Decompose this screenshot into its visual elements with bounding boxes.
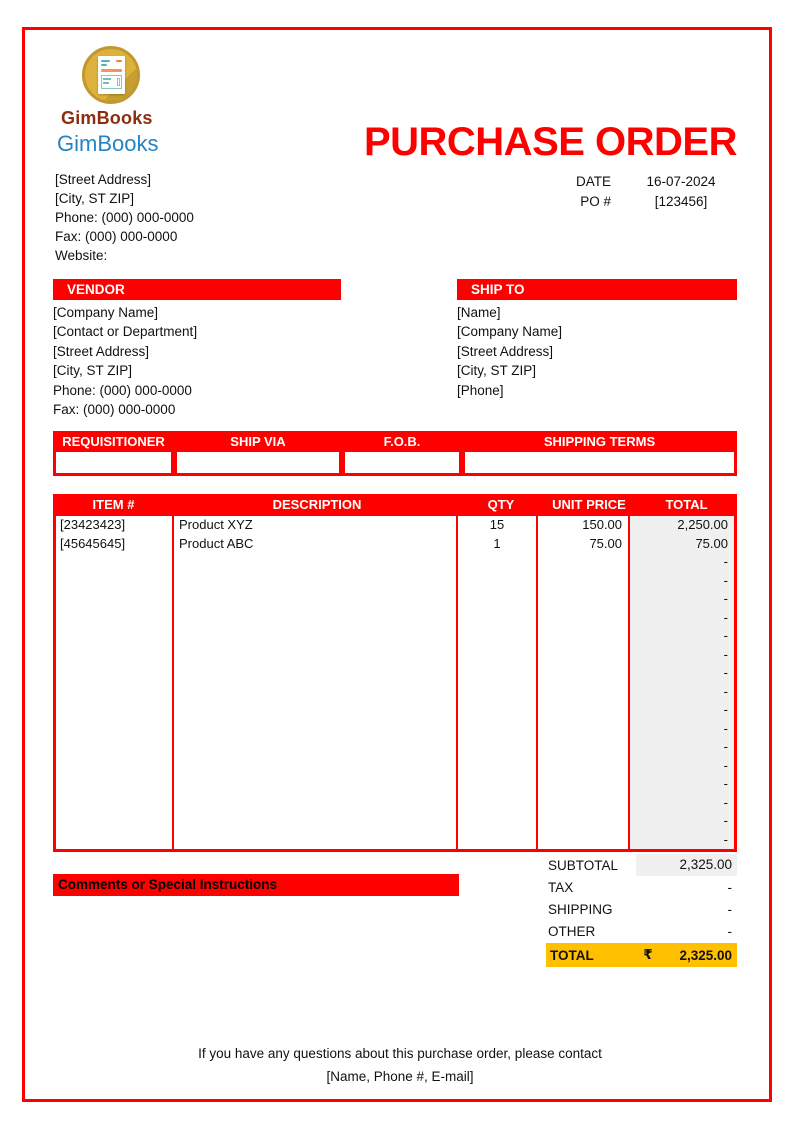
qty-cell — [458, 831, 538, 850]
footer-line: [Name, Phone #, E-mail] — [326, 1069, 474, 1084]
table-row — [56, 646, 734, 665]
item-number-cell — [56, 757, 174, 776]
company-address-line: [City, ST ZIP] — [55, 191, 135, 206]
po-number-label: PO # — [580, 194, 611, 209]
unit-price-cell — [538, 572, 630, 591]
unit-price-cell — [538, 701, 630, 720]
unit-price-header: UNIT PRICE — [552, 497, 626, 512]
qty-cell — [458, 738, 538, 757]
ship-to-header: SHIP TO — [457, 279, 737, 300]
item-number-cell — [56, 812, 174, 831]
po-number-value: [123456] — [654, 194, 708, 209]
table-row — [56, 775, 734, 794]
total-cell: - — [630, 831, 734, 850]
table-row — [56, 812, 734, 831]
total-cell: - — [630, 794, 734, 813]
ship-to-line: [Company Name] — [457, 324, 563, 340]
unit-price-cell — [538, 812, 630, 831]
item-number-cell — [56, 627, 174, 646]
requisitioner-header: REQUISITIONER — [62, 434, 165, 449]
fob-cell — [342, 452, 462, 476]
item-number-cell: [45645645] — [56, 535, 174, 554]
table-row — [56, 609, 734, 628]
company-address-line: Website: — [55, 248, 108, 263]
table-row — [56, 794, 734, 813]
page-title: PURCHASE ORDER — [363, 120, 737, 164]
vendor-section — [53, 279, 341, 419]
table-row — [56, 701, 734, 720]
total-cell: - — [630, 590, 734, 609]
rupee-currency-symbol: ₹ — [643, 947, 653, 963]
items-table — [53, 494, 737, 852]
qty-cell — [458, 701, 538, 720]
table-row — [56, 757, 734, 776]
qty-cell: 1 — [458, 535, 538, 554]
total-cell: - — [630, 738, 734, 757]
date-label: DATE — [575, 174, 611, 189]
tax-label: TAX — [548, 879, 574, 895]
item-number-cell — [56, 683, 174, 702]
company-address-line: [Street Address] — [55, 172, 152, 187]
unit-price-cell — [538, 627, 630, 646]
unit-price-cell — [538, 553, 630, 572]
company-address-line: Phone: (000) 000-0000 — [55, 210, 194, 225]
grand-total-value: 2,325.00 — [679, 947, 732, 963]
ship-via-cell — [174, 452, 342, 476]
footer-line: If you have any questions about this purchase order, please contact — [198, 1046, 602, 1061]
shipping-info-table — [53, 431, 737, 476]
total-header: TOTAL — [665, 497, 708, 512]
fob-header: F.O.B. — [383, 434, 421, 449]
grand-total-row — [546, 943, 737, 967]
table-row — [56, 535, 734, 554]
unit-price-cell — [538, 590, 630, 609]
gimbooks-logo-icon — [82, 46, 140, 104]
vendor-line: Fax: (000) 000-0000 — [53, 402, 176, 418]
other-row — [546, 920, 737, 942]
tax-row — [546, 876, 737, 898]
total-cell: 75.00 — [630, 535, 734, 554]
description-cell — [174, 609, 458, 628]
total-cell: - — [630, 646, 734, 665]
total-cell: - — [630, 775, 734, 794]
other-value: - — [727, 923, 732, 939]
qty-cell — [458, 609, 538, 628]
description-cell — [174, 664, 458, 683]
item-number-cell — [56, 572, 174, 591]
description-cell — [174, 720, 458, 739]
total-cell: - — [630, 701, 734, 720]
table-row — [56, 720, 734, 739]
description-cell — [174, 590, 458, 609]
total-cell: - — [630, 757, 734, 776]
qty-cell — [458, 664, 538, 683]
total-cell: - — [630, 609, 734, 628]
unit-price-cell: 75.00 — [538, 535, 630, 554]
unit-price-cell — [538, 831, 630, 850]
shipping-terms-header: SHIPPING TERMS — [543, 434, 656, 449]
total-cell: - — [630, 720, 734, 739]
table-row — [56, 627, 734, 646]
description-cell — [174, 757, 458, 776]
company-header — [55, 46, 285, 265]
unit-price-cell — [538, 683, 630, 702]
description-cell — [174, 683, 458, 702]
qty-cell: 15 — [458, 516, 538, 535]
invoice-document-icon — [98, 56, 125, 94]
qty-cell — [458, 794, 538, 813]
total-cell: - — [630, 683, 734, 702]
item-number-cell — [56, 794, 174, 813]
description-cell — [174, 812, 458, 831]
vendor-line: Phone: (000) 000-0000 — [53, 382, 192, 398]
unit-price-cell — [538, 757, 630, 776]
footer-note — [0, 1042, 800, 1088]
vendor-header: VENDOR — [53, 279, 341, 300]
qty-header: QTY — [487, 497, 515, 512]
table-row — [56, 738, 734, 757]
item-number-cell — [56, 701, 174, 720]
item-number-header: ITEM # — [92, 497, 135, 512]
company-name: GimBooks — [57, 131, 159, 156]
table-row — [56, 572, 734, 591]
qty-cell — [458, 627, 538, 646]
item-number-cell — [56, 609, 174, 628]
requisitioner-cell — [53, 452, 174, 476]
vendor-line: [City, ST ZIP] — [53, 363, 133, 379]
qty-cell — [458, 553, 538, 572]
description-cell — [174, 794, 458, 813]
description-cell: Product XYZ — [174, 516, 458, 535]
item-number-cell — [56, 664, 174, 683]
description-cell — [174, 738, 458, 757]
ship-to-line: [City, ST ZIP] — [457, 363, 537, 379]
brand-wordmark: GimBooks — [61, 108, 153, 128]
qty-cell — [458, 572, 538, 591]
shipping-terms-cell — [462, 452, 737, 476]
qty-cell — [458, 757, 538, 776]
ship-to-section — [457, 279, 737, 419]
totals-section — [546, 854, 737, 967]
unit-price-cell — [538, 775, 630, 794]
vendor-line: [Company Name] — [53, 305, 159, 320]
item-number-cell — [56, 590, 174, 609]
vendor-line: [Street Address] — [53, 343, 150, 359]
total-cell: - — [630, 627, 734, 646]
qty-cell — [458, 590, 538, 609]
ship-to-line: [Street Address] — [457, 343, 554, 359]
company-address-block — [55, 170, 285, 265]
unit-price-cell: 150.00 — [538, 516, 630, 535]
shipping-row — [546, 898, 737, 920]
description-cell — [174, 831, 458, 850]
shipping-label: SHIPPING — [548, 901, 613, 917]
description-cell — [174, 572, 458, 591]
total-cell: - — [630, 572, 734, 591]
items-table-body — [53, 516, 737, 852]
description-cell — [174, 775, 458, 794]
subtotal-label: SUBTOTAL — [548, 857, 619, 873]
other-label: OTHER — [548, 923, 596, 939]
item-number-cell — [56, 831, 174, 850]
shipping-value: - — [727, 901, 732, 917]
description-cell — [174, 627, 458, 646]
item-number-cell — [56, 553, 174, 572]
table-row — [56, 664, 734, 683]
total-cell: 2,250.00 — [630, 516, 734, 535]
unit-price-cell — [538, 738, 630, 757]
table-row — [56, 831, 734, 850]
unit-price-cell — [538, 609, 630, 628]
qty-cell — [458, 720, 538, 739]
document-meta — [364, 172, 737, 212]
ship-to-line: [Phone] — [457, 382, 504, 398]
description-cell: Product ABC — [174, 535, 458, 554]
item-number-cell — [56, 646, 174, 665]
comments-header: Comments or Special Instructions — [53, 874, 459, 896]
qty-cell — [458, 646, 538, 665]
address-sections — [53, 279, 737, 419]
vendor-line: [Contact or Department] — [53, 324, 198, 340]
ship-via-header: SHIP VIA — [230, 434, 286, 449]
total-cell: - — [630, 664, 734, 683]
qty-cell — [458, 775, 538, 794]
unit-price-cell — [538, 646, 630, 665]
total-cell: - — [630, 553, 734, 572]
item-number-cell — [56, 738, 174, 757]
unit-price-cell — [538, 664, 630, 683]
ship-to-line: [Name] — [457, 305, 501, 320]
description-cell — [174, 701, 458, 720]
table-row — [56, 590, 734, 609]
description-cell — [174, 553, 458, 572]
qty-cell — [458, 683, 538, 702]
item-number-cell — [56, 775, 174, 794]
company-address-line: Fax: (000) 000-0000 — [55, 229, 178, 244]
date-value: 16-07-2024 — [646, 174, 716, 189]
qty-cell — [458, 812, 538, 831]
total-cell: - — [630, 812, 734, 831]
table-row — [56, 553, 734, 572]
grand-total-label: TOTAL — [550, 947, 594, 963]
unit-price-cell — [538, 794, 630, 813]
item-number-cell: [23423423] — [56, 516, 174, 535]
description-header: DESCRIPTION — [272, 497, 362, 512]
document-title-block — [364, 120, 737, 212]
subtotal-row — [546, 854, 737, 876]
table-row — [56, 516, 734, 535]
table-row — [56, 683, 734, 702]
item-number-cell — [56, 720, 174, 739]
description-cell — [174, 646, 458, 665]
unit-price-cell — [538, 720, 630, 739]
subtotal-value: 2,325.00 — [636, 854, 737, 876]
tax-value: - — [727, 879, 732, 895]
